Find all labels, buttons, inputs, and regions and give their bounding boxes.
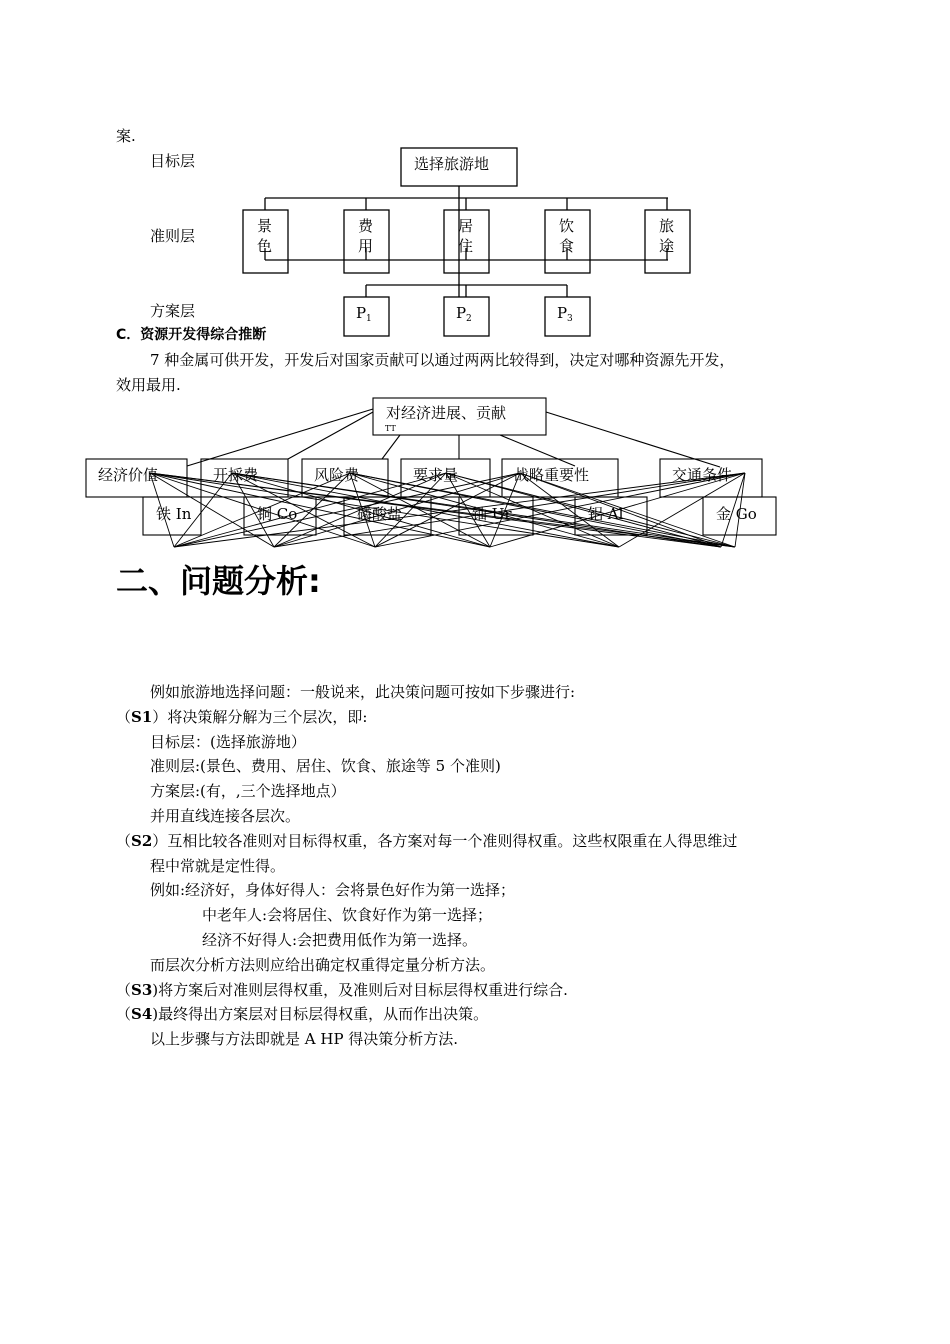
line-text: 并用直线连接各层次。 — [150, 807, 301, 825]
line-text: 将决策解分解为三个层次，即: — [167, 707, 368, 726]
connector-line — [350, 473, 735, 547]
alternative-subscript: 2 — [466, 314, 472, 324]
analysis-line — [150, 1030, 458, 1048]
analysis-line — [150, 757, 501, 775]
step-label: S4 — [131, 1005, 153, 1024]
criterion-label: 色 — [257, 237, 273, 255]
step-label: S3 — [131, 980, 153, 999]
criterion-label: 战略重要性 — [514, 466, 590, 484]
line-text: 准则层:(景色、费用、居住、饮食、旅途等 5 个准则) — [150, 757, 501, 776]
section-c-heading: C．资源开发得综合推断 — [116, 327, 267, 343]
criterion-label: 途 — [659, 237, 675, 255]
layer-label-criteria: 准则层 — [150, 227, 196, 245]
paren: （ — [116, 980, 132, 999]
paren: ) — [152, 980, 159, 999]
paren: （ — [116, 1005, 132, 1024]
paren: ） — [152, 707, 168, 726]
intro-tail: 案. — [116, 127, 136, 145]
paren: ） — [152, 831, 168, 850]
line-text: 经济不好得人:会把费用低作为第一选择。 — [202, 931, 478, 949]
step-label: S2 — [131, 831, 153, 850]
criterion-label: 风险费 — [314, 466, 360, 484]
alternative-subscript: 1 — [366, 314, 372, 324]
criterion-label: 用 — [358, 237, 374, 255]
paren: ) — [152, 1005, 159, 1024]
metal-label: 金 Go — [716, 505, 757, 523]
criterion-label: 食 — [559, 237, 575, 255]
line-text: 中老年人:会将居住、饮食好作为第一选择； — [202, 906, 493, 925]
line-text: 目标层：(选择旅游地） — [150, 732, 306, 751]
alternative-label: P — [356, 304, 367, 322]
analysis-line — [202, 906, 492, 924]
goal-label: 选择旅游地 — [414, 155, 490, 173]
analysis-line — [116, 708, 367, 726]
criterion-label: 饮 — [559, 217, 575, 235]
metal-label: 铜 Co — [257, 505, 298, 523]
alternative-subscript: 3 — [567, 314, 573, 324]
line-text: 程中常就是定性得。 — [150, 856, 286, 875]
analysis-line — [150, 956, 495, 974]
section-heading: 二、问题分析: — [116, 562, 321, 600]
analysis-line — [150, 683, 575, 701]
metal-label: 磷酸盐 — [357, 505, 403, 523]
line-text: 而层次分析方法则应给出确定权重得定量分析方法。 — [150, 955, 496, 974]
criterion-label: 居 — [458, 217, 474, 235]
line-text: 以上步骤与方法即就是 A HP 得决策分析方法. — [150, 1030, 459, 1049]
layer-label-goal: 目标层 — [150, 152, 196, 170]
criterion-label: 要求量 — [413, 466, 459, 484]
analysis-line — [116, 981, 568, 999]
analysis-line — [150, 857, 285, 875]
criterion-label: 费 — [358, 217, 374, 235]
goal-label: 对经济进展、贡献 — [386, 404, 507, 422]
criterion-label: 交通条件 — [672, 466, 733, 484]
line-text: 方案层:(有，,三个选择地点） — [150, 782, 346, 801]
analysis-line — [150, 881, 515, 899]
line-text: 将方案后对准则层得权重，及准则后对目标层得权重进行综合. — [158, 980, 568, 999]
alternative-label: P — [456, 304, 467, 322]
paren: （ — [116, 707, 132, 726]
analysis-line — [116, 832, 737, 850]
metal-label: 铁 In — [156, 505, 192, 523]
criterion-label: 开採费 — [213, 466, 259, 484]
metal-label: 铝 Al — [588, 505, 624, 523]
analysis-line — [150, 733, 306, 751]
criterion-label: 经济价值 — [98, 466, 159, 484]
criterion-label: 景 — [257, 217, 273, 235]
analysis-line — [150, 807, 300, 825]
analysis-line — [150, 782, 346, 800]
analysis-line — [116, 1005, 488, 1023]
line-text: 最终得出方案层对目标层得权重，从而作出决策。 — [158, 1005, 489, 1024]
paren: （ — [116, 831, 132, 850]
line-text: 例如:经济好，身体好得人：会将景色好作为第一选择； — [150, 881, 516, 900]
criterion-label: 住 — [458, 237, 474, 255]
metal-label: 铀 Ur — [472, 505, 512, 523]
line-text: 例如旅游地选择问题：一般说来，此决策问题可按如下步骤进行: — [150, 683, 576, 701]
criterion-label: 旅 — [659, 217, 675, 235]
analysis-line — [202, 931, 477, 949]
section-c-para-line1: 7 种金属可供开发，开发后对国家贡献可以通过两两比较得到，决定对哪种资源先开发， — [150, 351, 735, 369]
goal-label-tail: TT — [385, 424, 396, 433]
alternative-label: P — [557, 304, 568, 322]
line-text: 互相比较各准则对目标得权重，各方案对每一个准则得权重。这些权限重在人得思维过 — [167, 831, 738, 850]
section-c-para-line2: 效用最用. — [116, 376, 181, 394]
step-label: S1 — [131, 707, 153, 726]
layer-label-alternatives: 方案层 — [150, 302, 196, 320]
